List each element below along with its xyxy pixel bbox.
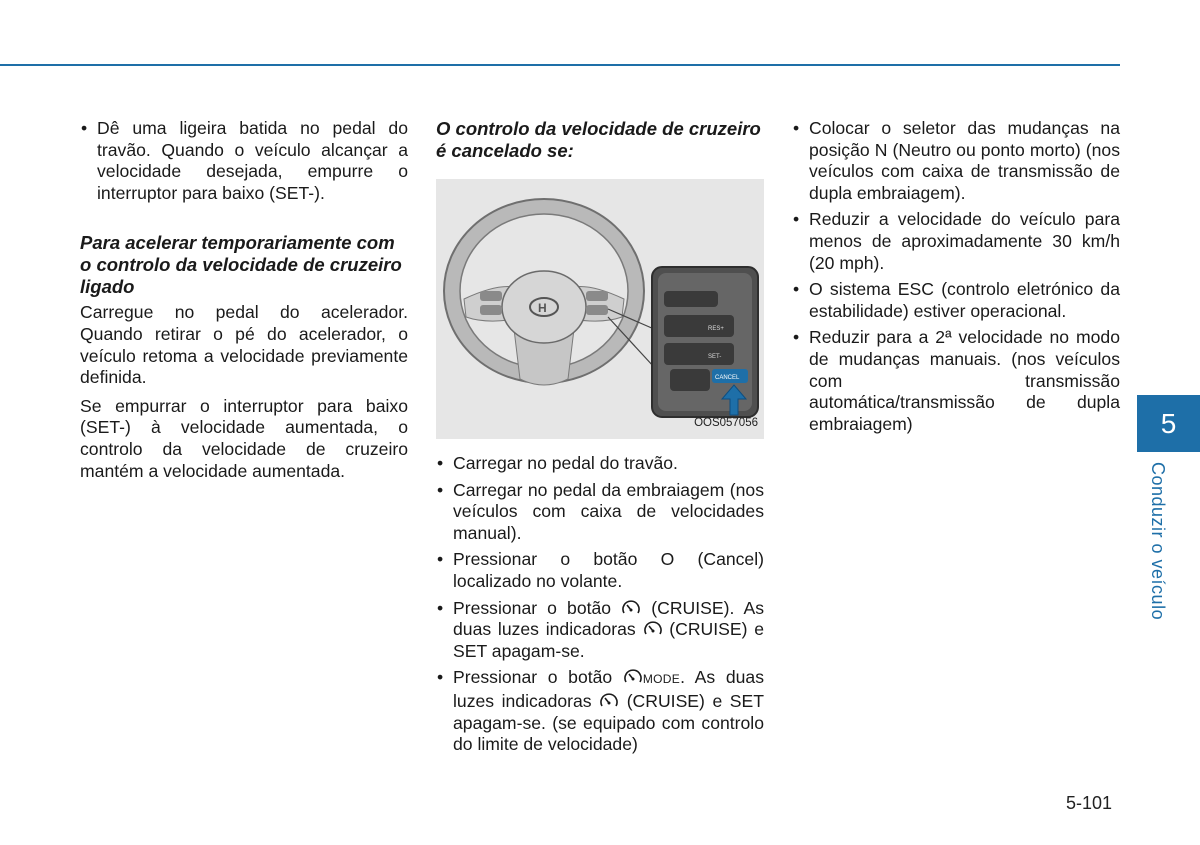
column-middle [436, 118, 764, 761]
list-item: • Pressionar o botão O (Cancel) localizado no volante. [436, 549, 764, 592]
set-label: SET- [708, 354, 722, 360]
res-label: RES+ [708, 326, 724, 332]
list-item: • Carregar no pedal da embraiagem (nos veículos com caixa de velocidades manual). [436, 480, 764, 545]
cancel-label: CANCEL [715, 375, 740, 381]
list-item: • Reduzir a velocidade do veículo para menos de aproximadamente 30 km/h (20 mph). [792, 209, 1120, 274]
list-item: • O sistema ESC (controlo eletrónico da estabilidade) estiver operacional. [792, 279, 1120, 322]
paragraph: Se empurrar o interruptor para baixo (SET-) à velocidade aumentada, o controlo da velocidade de cruzeiro mantém a velocidade aumentada. [80, 395, 408, 481]
steering-wheel-illustration [436, 179, 764, 439]
chapter-tab: 5 [1137, 395, 1200, 452]
figure-caption: OOS057056 [694, 417, 758, 430]
page-number: 5-101 [1066, 793, 1113, 813]
cruise-mode-icon [623, 668, 643, 686]
section-heading: Para acelerar temporariamente com o controlo da velocidade de cruzeiro ligado [80, 232, 402, 298]
list-item [436, 667, 764, 755]
text-span: Pressionar o botão [453, 667, 613, 688]
list-item: • Dê uma ligeira batida no pedal do travão. Quando o veículo alcançar a velocidade desejada, empurre o interruptor para baixo (SET-). [80, 118, 408, 204]
text-span: Pressionar o botão [453, 597, 612, 618]
list-item: • Carregar no pedal do travão. [436, 453, 764, 475]
text-span: . As duas luzes indicadoras [453, 667, 764, 711]
header-rule [0, 64, 1120, 66]
steering-wheel-figure [436, 179, 764, 439]
cruise-icon [621, 599, 641, 617]
section-heading: O controlo da velocidade de cruzeiro é cancelado se: [436, 118, 761, 161]
column-left [80, 118, 408, 489]
text-span: (CRUISE) e SET apagam-se. [453, 619, 765, 661]
list-item [436, 598, 764, 663]
cruise-icon [599, 692, 619, 710]
column-right [792, 118, 1120, 440]
chapter-title: Conduzir o veículo [1148, 462, 1168, 621]
cruise-icon [643, 620, 663, 638]
text-span: (CRUISE). As duas luzes indicadoras [453, 597, 765, 640]
mode-label: MODE [642, 672, 681, 687]
paragraph: Carregue no pedal do acelerador. Quando retirar o pé do acelerador, o veículo retoma a velocidade previamente definida. [80, 302, 408, 388]
text-span: (CRUISE) e SET apagam-se. (se equipado com controlo do limite de velocidade) [453, 690, 764, 755]
svg-text:H: H [538, 301, 547, 315]
list-item: • Reduzir para a 2ª velocidade no modo de mudanças manuais. (nos veículos com transmissão automática/transmissão de dupla embraiagem) [792, 327, 1120, 435]
list-item: • Colocar o seletor das mudanças na posição N (Neutro ou ponto morto) (nos veículos com caixa de transmissão de dupla embraiagem). [792, 118, 1120, 204]
